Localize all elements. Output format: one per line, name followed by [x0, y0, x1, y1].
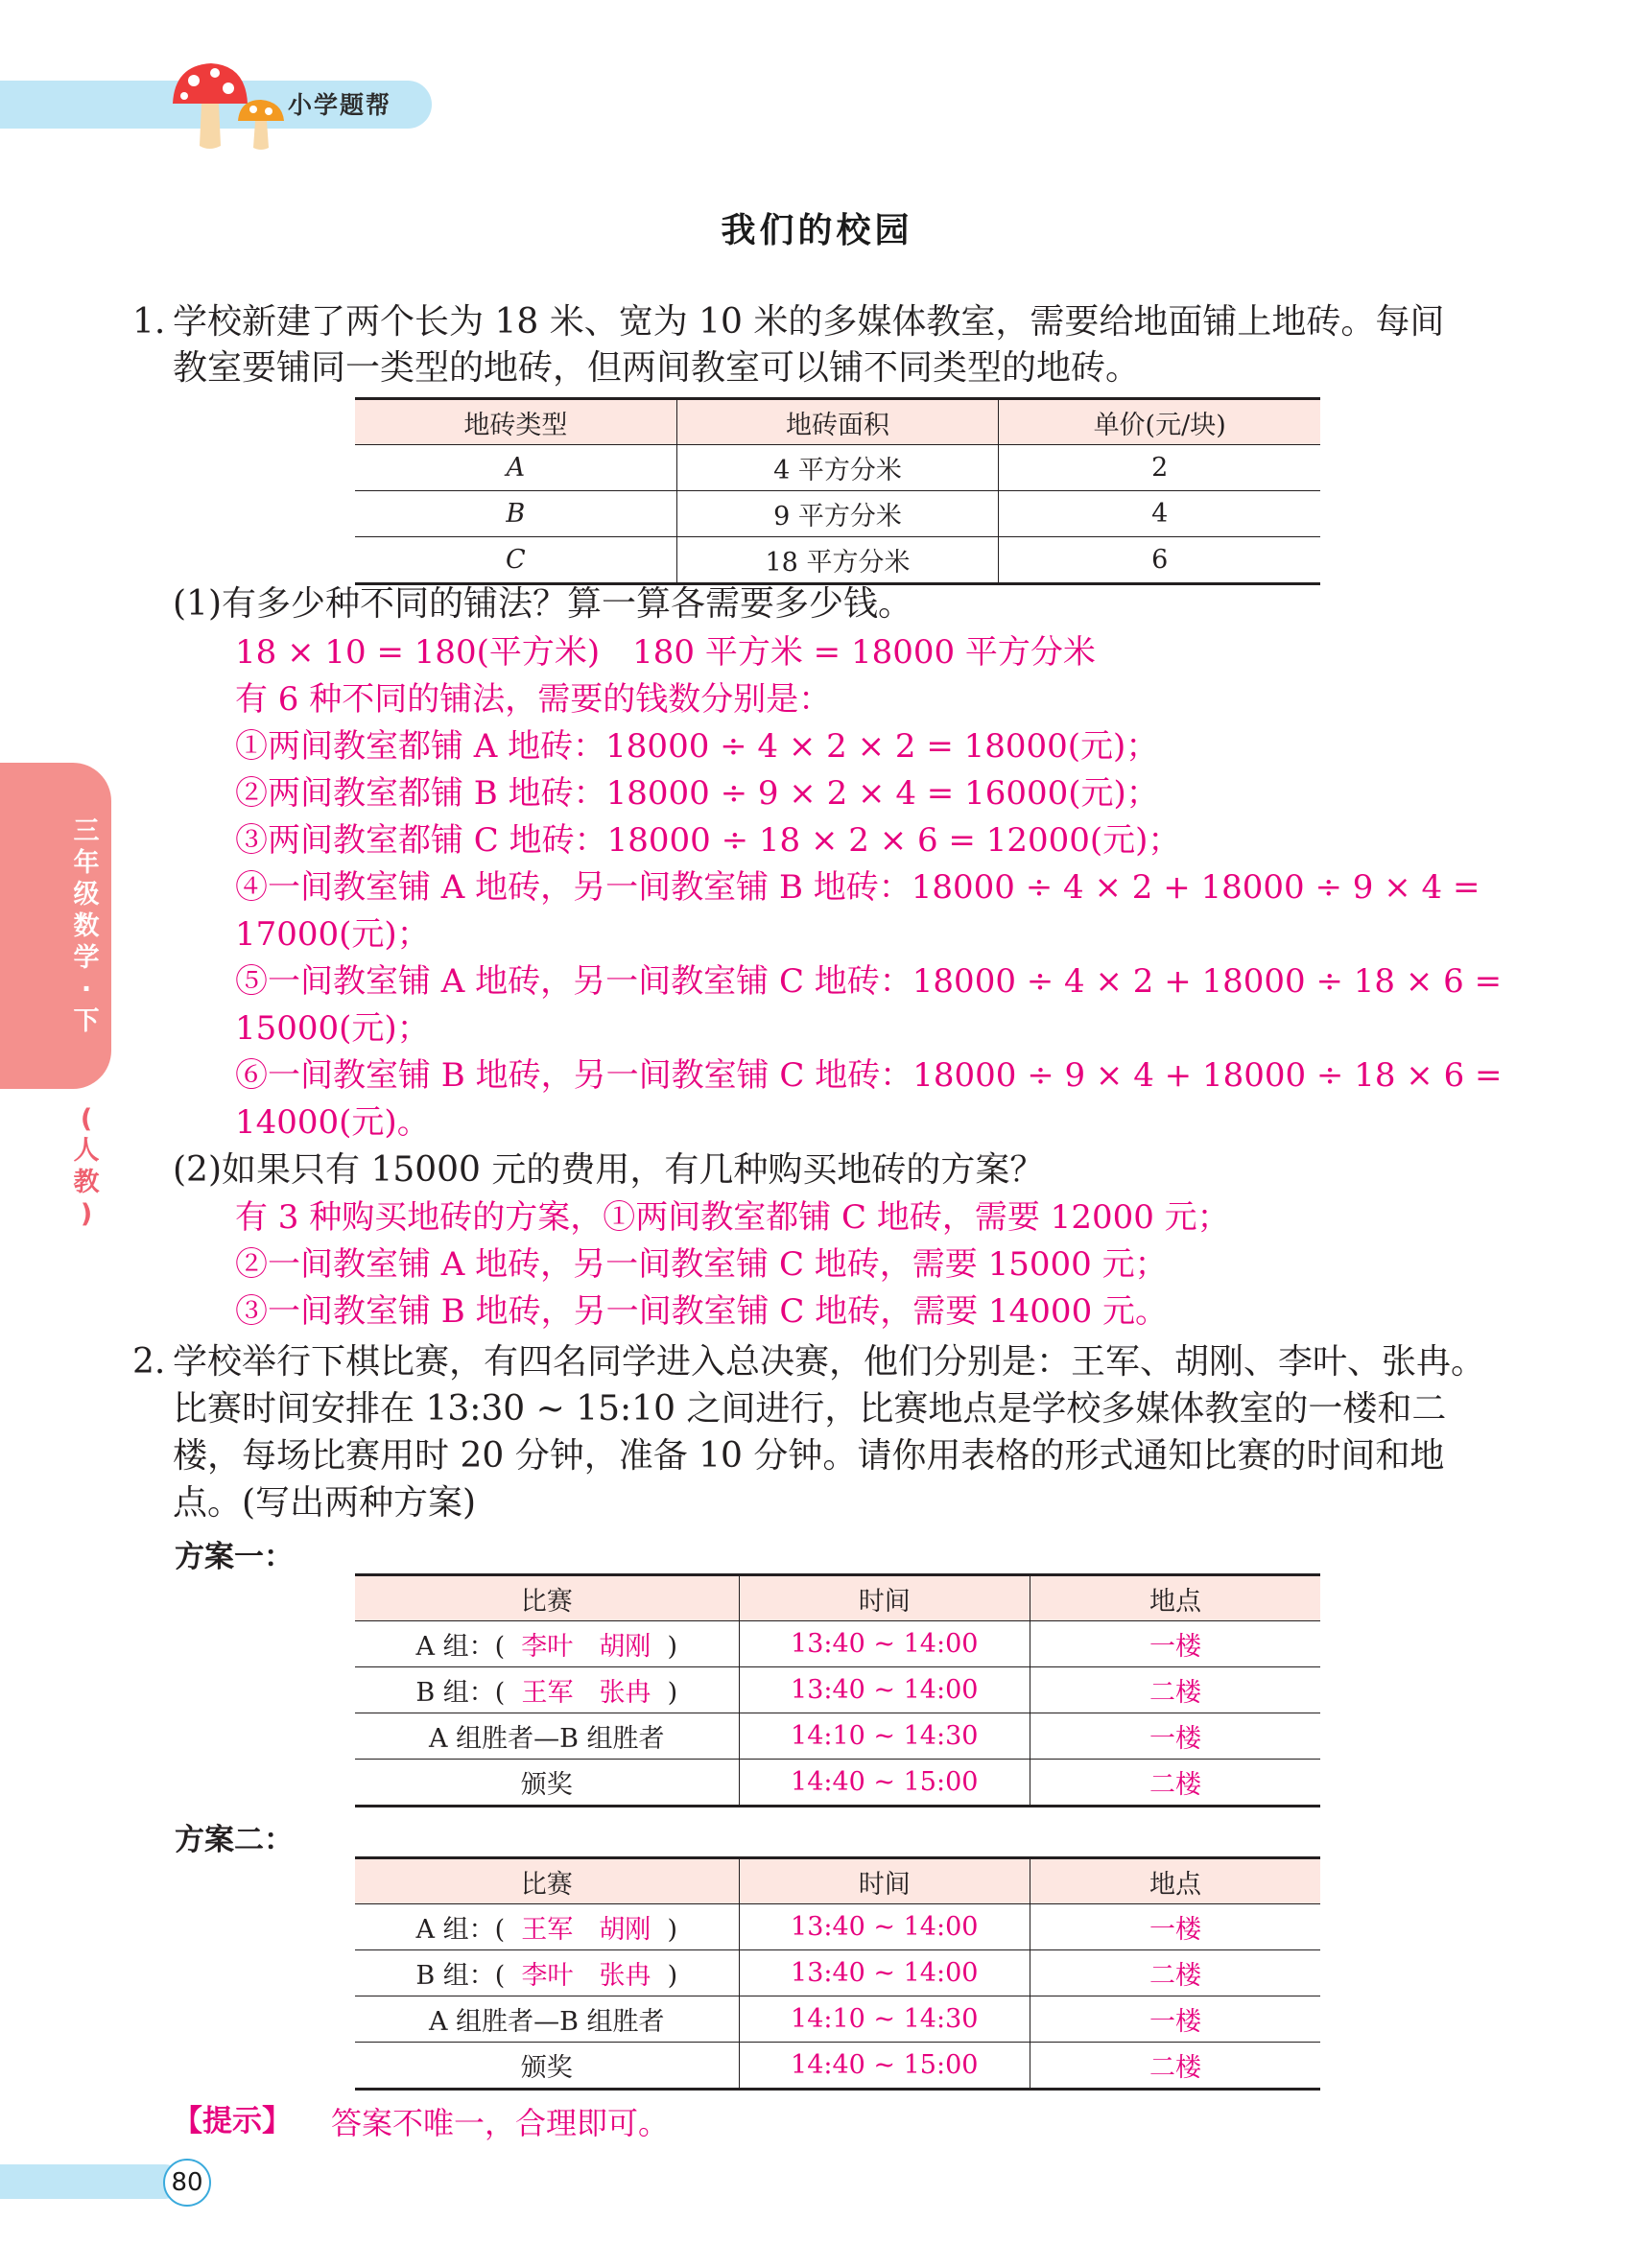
table-row [355, 2043, 1320, 2090]
answer-line: ①两间教室都铺 A 地砖：18000 ÷ 4 × 2 × 2 = 18000(元)； [235, 727, 1159, 766]
plan-table-header: 地点 [1030, 1575, 1320, 1621]
answer-line: ③两间教室都铺 C 地砖：18000 ÷ 18 × 2 × 6 = 12000(元)； [235, 821, 1181, 860]
plan-table-header: 时间 [739, 1575, 1030, 1621]
answer-line: 18 × 10 = 180(平方米) 180 平方米 = 18000 平方分米 [235, 633, 1096, 672]
time-cell: 14:40 ~ 15:00 [739, 1760, 1030, 1807]
q1-sub1: (1)有多少种不同的铺法？算一算各需要多少钱。 [173, 584, 912, 624]
plan-table-header: 比赛 [355, 1575, 739, 1621]
table-cell: 4 平方分米 [676, 445, 999, 491]
place-cell: 二楼 [1030, 2043, 1320, 2090]
table-row [355, 445, 1320, 491]
plan-table-header: 比赛 [355, 1858, 739, 1904]
place-cell: 一楼 [1030, 1621, 1320, 1667]
q2-text-line: 比赛时间安排在 13:30 ~ 15:10 之间进行，比赛地点是学校多媒体教室的一楼和二 [173, 1389, 1447, 1429]
plan2-table [355, 1856, 1320, 2091]
answer-line: 14000(元)。 [235, 1103, 430, 1142]
time-cell: 13:40 ~ 14:00 [739, 1904, 1030, 1950]
answer-line: ②一间教室铺 A 地砖，另一间教室铺 C 地砖，需要 15000 元； [235, 1245, 1168, 1284]
match-cell: B 组：( 王军 张冉 ) [355, 1667, 739, 1713]
page-number: 80 [163, 2159, 211, 2207]
tile-table-header: 地砖面积 [676, 399, 999, 445]
time-cell: 14:10 ~ 14:30 [739, 1996, 1030, 2043]
page-title: 我们的校园 [721, 211, 913, 250]
mushroom-logo-icon [165, 58, 288, 154]
table-cell: C [355, 537, 676, 584]
match-cell: A 组胜者—B 组胜者 [355, 1713, 739, 1760]
place-cell: 一楼 [1030, 1904, 1320, 1950]
edition-label: ( 人 教 ) [73, 1104, 100, 1229]
answer-line: 15000(元)； [235, 1009, 430, 1048]
place-cell: 一楼 [1030, 1713, 1320, 1760]
answer-line: 17000(元)； [235, 915, 430, 954]
place-cell: 二楼 [1030, 1667, 1320, 1713]
table-row [355, 537, 1320, 584]
table-row [355, 1996, 1320, 2043]
answer-line: ⑥一间教室铺 B 地砖，另一间教室铺 C 地砖：18000 ÷ 9 × 4 + 18000 ÷ 18 × 6 = [235, 1056, 1503, 1095]
table-cell: 18 平方分米 [676, 537, 999, 584]
brand-name: 小学题帮 [288, 91, 392, 119]
table-row [355, 1667, 1320, 1713]
place-cell: 二楼 [1030, 1760, 1320, 1807]
tip-label: 【提示】 [173, 2104, 292, 2138]
table-cell: 6 [999, 537, 1320, 584]
q1-sub2: (2)如果只有 15000 元的费用，有几种购买地砖的方案？ [173, 1150, 1045, 1190]
time-cell: 14:40 ~ 15:00 [739, 2043, 1030, 2090]
plan2-label: 方案二： [175, 1823, 294, 1857]
table-row [355, 1621, 1320, 1667]
place-cell: 一楼 [1030, 1996, 1320, 2043]
answer-line: 有 3 种购买地砖的方案，①两间教室都铺 C 地砖，需要 12000 元； [235, 1198, 1230, 1237]
tile-table [355, 397, 1320, 585]
time-cell: 14:10 ~ 14:30 [739, 1713, 1030, 1760]
plan1-label: 方案一： [175, 1540, 294, 1574]
match-cell: A 组：( 李叶 胡刚 ) [355, 1621, 739, 1667]
time-cell: 13:40 ~ 14:00 [739, 1950, 1030, 1996]
q2-text-line: 学校举行下棋比赛，有四名同学进入总决赛，他们分别是：王军、胡刚、李叶、张冉。 [173, 1342, 1486, 1382]
tip-text: 答案不唯一，合理即可。 [331, 2105, 670, 2141]
plan-table-header: 地点 [1030, 1858, 1320, 1904]
table-row [355, 1713, 1320, 1760]
plan1-table [355, 1573, 1320, 1807]
q1-text-line2: 教室要铺同一类型的地砖，但两间教室可以铺不同类型的地砖。 [173, 348, 1141, 388]
table-row [355, 1950, 1320, 1996]
tile-table-header: 单价(元/块) [999, 399, 1320, 445]
time-cell: 13:40 ~ 14:00 [739, 1621, 1030, 1667]
table-cell: 9 平方分米 [676, 491, 999, 537]
match-cell: 颁奖 [355, 2043, 739, 2090]
answer-line: 有 6 种不同的铺法，需要的钱数分别是： [235, 680, 832, 719]
match-cell: 颁奖 [355, 1760, 739, 1807]
tile-table-header: 地砖类型 [355, 399, 676, 445]
q1-number: 1. [132, 302, 166, 342]
table-cell: 2 [999, 445, 1320, 491]
table-cell: 4 [999, 491, 1320, 537]
table-cell: B [355, 491, 676, 537]
answer-line: ④一间教室铺 A 地砖，另一间教室铺 B 地砖：18000 ÷ 4 × 2 + 18000 ÷ 9 × 4 = [235, 868, 1480, 907]
q2-number: 2. [132, 1342, 166, 1382]
match-cell: A 组：( 王军 胡刚 ) [355, 1904, 739, 1950]
footer-bar [0, 2164, 182, 2199]
table-row [355, 1760, 1320, 1807]
q2-text-line: 点。(写出两种方案) [173, 1483, 477, 1523]
match-cell: B 组：( 李叶 张冉 ) [355, 1950, 739, 1996]
table-row [355, 491, 1320, 537]
time-cell: 13:40 ~ 14:00 [739, 1667, 1030, 1713]
answer-line: ③一间教室铺 B 地砖，另一间教室铺 C 地砖，需要 14000 元。 [235, 1292, 1169, 1331]
answer-line: ②两间教室都铺 B 地砖：18000 ÷ 9 × 2 × 4 = 16000(元)； [235, 774, 1159, 813]
match-cell: A 组胜者—B 组胜者 [355, 1996, 739, 2043]
q1-text-line1: 学校新建了两个长为 18 米、宽为 10 米的多媒体教室，需要给地面铺上地砖。每间 [173, 302, 1445, 342]
table-row [355, 1904, 1320, 1950]
plan-table-header: 时间 [739, 1858, 1030, 1904]
place-cell: 二楼 [1030, 1950, 1320, 1996]
q2-text-line: 楼，每场比赛用时 20 分钟，准备 10 分钟。请你用表格的形式通知比赛的时间和地 [173, 1436, 1445, 1476]
table-cell: A [355, 445, 676, 491]
answer-line: ⑤一间教室铺 A 地砖，另一间教室铺 C 地砖：18000 ÷ 4 × 2 + 18000 ÷ 18 × 6 = [235, 962, 1503, 1001]
grade-subject-label: 三 年 级 数 学 · 下 [73, 816, 100, 1036]
